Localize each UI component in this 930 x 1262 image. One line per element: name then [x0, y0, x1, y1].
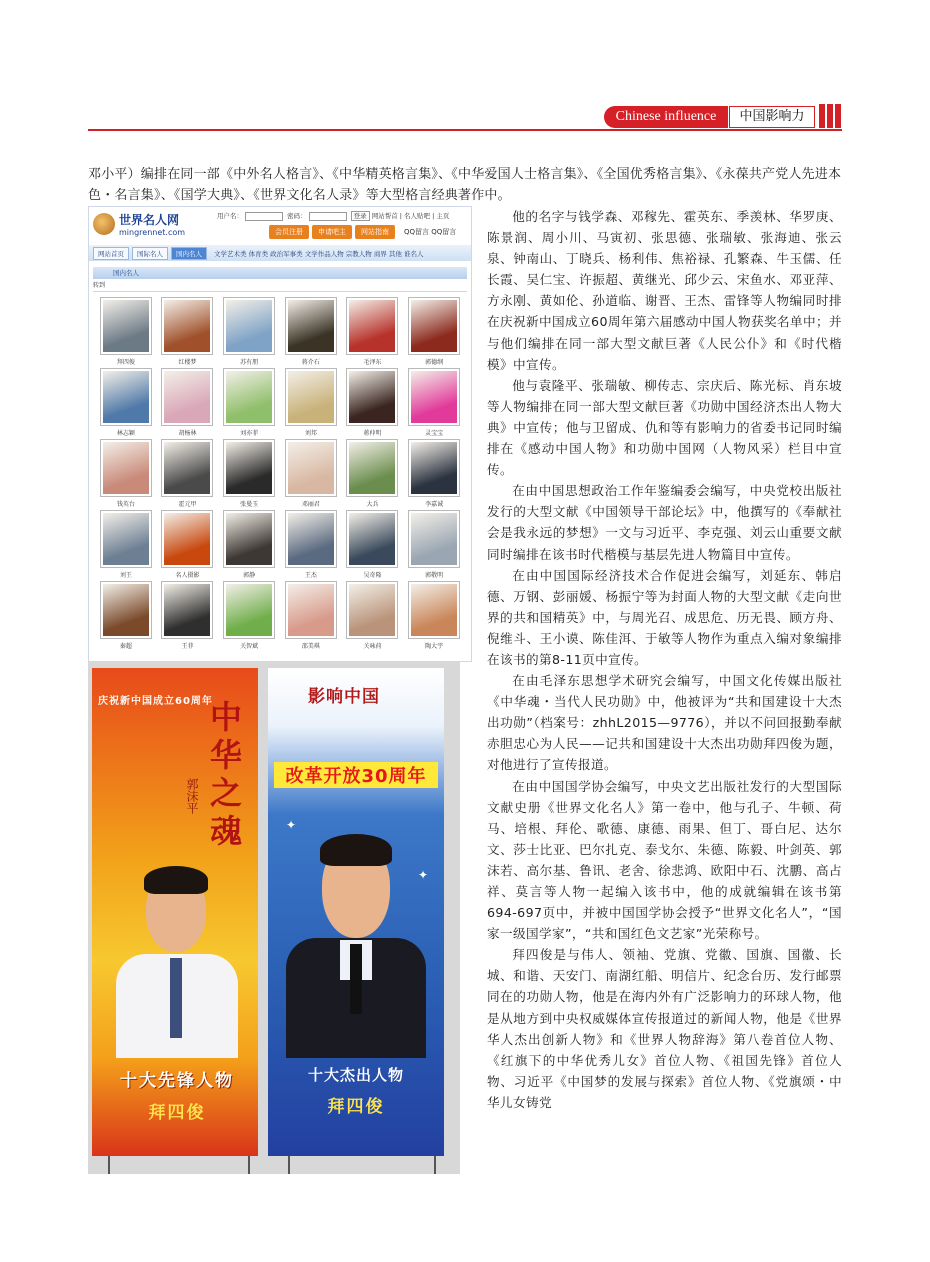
person-thumbnail[interactable] — [286, 511, 336, 567]
stand-leg — [108, 1156, 110, 1174]
person-card[interactable] — [159, 298, 217, 366]
person-card[interactable] — [282, 582, 340, 650]
person-name[interactable]: 陶大宇 — [425, 643, 444, 650]
person-name[interactable]: 吴奇隆 — [363, 572, 382, 579]
person-thumbnail[interactable] — [162, 582, 212, 638]
person-name[interactable]: 王菲 — [181, 643, 194, 650]
nav-international[interactable]: 国际名人 — [132, 247, 168, 260]
person-thumbnail[interactable] — [286, 369, 336, 425]
banner-left-line2: 拜四俊 — [148, 1103, 206, 1123]
person-name[interactable]: 刘亦菲 — [240, 430, 259, 437]
website-screenshot — [88, 206, 472, 662]
site-buttons — [269, 225, 462, 239]
nav-home[interactable]: 网站首页 — [93, 247, 129, 260]
person-thumbnail[interactable] — [286, 298, 336, 354]
person-name[interactable]: 关咏荷 — [363, 643, 382, 650]
person-name[interactable]: 李嘉诚 — [425, 501, 444, 508]
section-sub: 转到 — [93, 281, 467, 292]
person-card[interactable] — [220, 582, 278, 650]
site-nav — [89, 245, 471, 261]
banner-left-portrait — [112, 858, 242, 1058]
person-card[interactable] — [282, 298, 340, 366]
guide-button[interactable]: 网站指南 — [355, 225, 395, 239]
person-thumbnail[interactable] — [224, 511, 274, 567]
sparkle-icon: ✦ — [418, 868, 429, 882]
banner-right-line2: 拜四俊 — [327, 1097, 385, 1117]
person-thumbnail[interactable] — [347, 369, 397, 425]
person-thumbnail[interactable] — [409, 369, 459, 425]
person-thumbnail[interactable] — [409, 440, 459, 496]
person-name[interactable]: 名人摄影 — [175, 572, 200, 579]
person-card[interactable] — [344, 511, 402, 579]
paragraph: 在由中国国学协会编写，中央文艺出版社发行的大型国际文献史册《世界文化名人》第一卷中，他与孔子、牛顿、荷马、培根、拜伦、歌德、康德、雨果、但丁、哥白尼、达尔文、莎士比亚、巴尔扎克、泰戈尔、朱德、陈毅、叶剑英、郭沫若、高尔基、鲁讯、老舍、徐悲鸿、欧阳中石、沈鹏、高占祥、莫言等人物一起编入该书中，他的成就编辑在该书第694-697页中，并被中国国学协会授予“世界文化名人”，“国家一级国学家”，“共和国红色文艺家”光荣称号。 — [487, 778, 842, 942]
nav-categories[interactable]: 文学艺术类 体育类 政治军事类 文学作品人物 宗教人物 商界 其他 谁名人 — [214, 249, 424, 258]
banner-left-top: 庆祝新中国成立60周年 — [98, 696, 213, 707]
person-card[interactable] — [159, 440, 217, 508]
person-name[interactable]: 张曼玉 — [240, 501, 259, 508]
person-name[interactable]: 胡杨林 — [178, 430, 197, 437]
person-card[interactable] — [282, 369, 340, 437]
banner-left — [92, 668, 258, 1156]
paragraph: 拜四俊是与伟人、领袖、党旗、党徽、国旗、国徽、长城、和谐、天安门、南湖红船、明信片、纪念台历、发行邮票同在的功勋人物，他是在海内外有广泛影响力的环球人物，他是从地方到中央权威媒体宣传报道过的新闻人物，他是《世界华人杰出创新人物》和《世界人物辞海》第八卷首位人物、《红旗下的中华优秀儿女》首位人物、《祖国先锋》首位人物、习近平《中国梦的发展与探索》首位人物、《党旗颂・中华儿女铸党 — [487, 947, 842, 1110]
login-button[interactable]: 登录 — [351, 211, 370, 221]
person-card[interactable] — [97, 511, 155, 579]
person-name[interactable]: 郭静 — [243, 572, 256, 579]
site-url: mingrennet.com — [119, 228, 186, 237]
stand-leg — [248, 1156, 250, 1174]
person-name[interactable]: 毛泽东 — [363, 359, 382, 366]
person-thumbnail[interactable] — [101, 369, 151, 425]
person-card[interactable] — [97, 369, 155, 437]
banner-left-calligraphy: 中华之魂 — [210, 698, 243, 850]
stand-leg — [288, 1156, 290, 1174]
person-card[interactable] — [282, 440, 340, 508]
person-thumbnail[interactable] — [162, 440, 212, 496]
person-name[interactable]: 霍元甲 — [178, 501, 197, 508]
paragraph: 他与袁隆平、张瑞敏、柳传志、宗庆后、陈光标、肖东坡等人物编排在同一部大型文献巨著《功勋中国经济杰出人物大典》中宣传；他与卫留成、仇和等有影响力的省委书记同时编排在《感动中国人物》和功勋中国网（人物风采）栏目中宣传。 — [487, 377, 842, 478]
person-name[interactable]: 蒋介石 — [301, 359, 320, 366]
person-name[interactable]: 林志颖 — [116, 430, 135, 437]
person-thumbnail[interactable] — [162, 369, 212, 425]
person-card[interactable] — [220, 511, 278, 579]
person-thumbnail[interactable] — [162, 298, 212, 354]
person-name[interactable]: 钱英台 — [116, 501, 135, 508]
banner-right-title: 改革开放30周年 — [274, 762, 438, 788]
header-rule — [88, 129, 842, 131]
sparkle-icon: ✦ — [286, 818, 297, 832]
person-card[interactable] — [220, 298, 278, 366]
person-name[interactable]: 邵美琪 — [301, 643, 320, 650]
header-bars — [819, 104, 843, 128]
person-thumbnail[interactable] — [224, 582, 274, 638]
banner-right-line1: 十大杰出人物 — [307, 1066, 404, 1084]
paragraph: 在由中国国际经济技术合作促进会编写，刘延东、韩启德、万钢、彭丽媛、杨振宁等为封面人物的大型文献《走向世界的共和国精英》中，与周光召、成思危、历无畏、顾方舟、倪维斗、王小谟、陈佳洱、于敏等人物作为重点入编对象编排在该书的第8-11页中宣传。 — [487, 567, 842, 667]
person-card[interactable] — [344, 369, 402, 437]
person-name[interactable]: 大兵 — [366, 501, 379, 508]
person-name[interactable]: 王杰 — [304, 572, 317, 579]
people-grid — [89, 292, 471, 650]
person-thumbnail[interactable] — [347, 511, 397, 567]
person-card[interactable] — [97, 440, 155, 508]
person-card[interactable] — [405, 582, 463, 650]
site-name: 世界名人网 — [119, 213, 180, 227]
person-thumbnail[interactable] — [347, 582, 397, 638]
person-name[interactable]: 邓丽君 — [301, 501, 320, 508]
nav-domestic[interactable]: 国内名人 — [171, 247, 207, 260]
person-card[interactable] — [405, 511, 463, 579]
person-name[interactable]: 拜四俊 — [116, 359, 135, 366]
person-thumbnail[interactable] — [286, 582, 336, 638]
person-card[interactable] — [220, 369, 278, 437]
person-name[interactable]: 刘邦 — [304, 430, 317, 437]
banner-right — [268, 668, 444, 1156]
person-thumbnail[interactable] — [224, 369, 274, 425]
person-card[interactable] — [97, 582, 155, 650]
person-name[interactable]: 郭敬明 — [425, 572, 444, 579]
banner-right-logo: 影响中国 — [308, 687, 380, 707]
person-name[interactable]: 灵宝宝 — [425, 430, 444, 437]
person-thumbnail[interactable] — [347, 298, 397, 354]
person-card[interactable] — [97, 298, 155, 366]
password-input[interactable] — [309, 212, 347, 221]
person-thumbnail[interactable] — [101, 440, 151, 496]
paragraph: 在由毛泽东思想学术研究会编写，中国文化传媒出版社《中华魂・当代人民功勋》中，他被评为“共和国建设十大杰出功勋”（档案号：zhhL2015—9776），并以不问回报勤奉献 赤胆忠心为人民——记共和国建设十大杰出功勋拜四俊为题，对他进行了宣传报道。 — [487, 673, 855, 773]
register-button[interactable]: 会员注册 — [269, 225, 309, 239]
person-name[interactable]: 红楼梦 — [178, 359, 197, 366]
intro-text: 邓小平）编排在同一部《中外名人格言》、《中华精英格言集》、《中华爱国人士格言集》、《全国优秀格言集》、《永葆共产党人先进本色・名言集》、《国学大典》、《世界文化名人录》等大型格言经典著作中。 — [88, 167, 842, 203]
person-thumbnail[interactable] — [162, 511, 212, 567]
header-english-tag: Chinese influence — [604, 106, 728, 128]
section-bar: 国内名人 — [93, 267, 467, 279]
person-name[interactable]: 关智斌 — [240, 643, 259, 650]
person-thumbnail[interactable] — [224, 440, 274, 496]
person-thumbnail[interactable] — [101, 511, 151, 567]
qq-link[interactable]: QQ留言 QQ留言 — [404, 228, 457, 236]
person-name[interactable]: 刘王 — [119, 572, 132, 579]
person-name[interactable]: 郭德纲 — [425, 359, 444, 366]
person-card[interactable] — [220, 440, 278, 508]
person-card[interactable] — [344, 440, 402, 508]
apply-button[interactable]: 申请吧主 — [312, 225, 352, 239]
person-name[interactable]: 秦超 — [119, 643, 132, 650]
article-column — [487, 206, 855, 1113]
site-login-row: 用户名： 密码： 登录 网站帮首 | 名人贴吧 | 主页 — [217, 212, 450, 220]
person-card[interactable] — [405, 369, 463, 437]
person-thumbnail[interactable] — [409, 582, 459, 638]
stand-leg — [434, 1156, 436, 1174]
banners-photo — [88, 662, 460, 1174]
header-chinese-tag: 中国影响力 — [729, 106, 815, 128]
person-card[interactable] — [159, 511, 217, 579]
person-thumbnail[interactable] — [224, 298, 274, 354]
person-thumbnail[interactable] — [101, 582, 151, 638]
person-card[interactable] — [282, 511, 340, 579]
person-thumbnail[interactable] — [101, 298, 151, 354]
person-card[interactable] — [159, 582, 217, 650]
person-card[interactable] — [405, 440, 463, 508]
banner-right-portrait — [286, 828, 429, 1058]
person-card[interactable] — [159, 369, 217, 437]
banner-left-line1: 十大先锋人物 — [120, 1071, 234, 1091]
person-card[interactable] — [344, 298, 402, 366]
person-card[interactable] — [344, 582, 402, 650]
paragraph: 他的名字与钱学森、邓稼先、霍英东、季羡林、华罗庚、陈景润、周小川、马寅初、张思德、张瑞敏、张海迪、张云泉、钟南山、丁晓兵、杨利伟、焦裕禄、孔繁森、牛玉儒、任长霞、吴仁宝、许振超、黄继光、邱少云、宋鱼水、邓亚萍、方永刚、黄如伦、孙道临、谢晋、王杰、雷锋等人物编同时排在庆祝新中国成立60周年第六届感动中国人物获奖名单中；并与他们编排在同一部大型文献巨著《人民公仆》和《时代楷模》中宣传。 — [487, 209, 842, 372]
username-input[interactable] — [245, 212, 283, 221]
person-thumbnail[interactable] — [409, 511, 459, 567]
person-card[interactable] — [405, 298, 463, 366]
person-thumbnail[interactable] — [347, 440, 397, 496]
site-links[interactable]: 网站帮首 | 名人贴吧 | 主页 — [371, 212, 450, 220]
paragraph: 在由中国思想政治工作年鉴编委会编写，中央党校出版社发行的大型文献《中国领导干部论坛》中，他撰写的《奉献社会是我永远的梦想》一文与习近平、李克强、刘云山重要文献同时编排在该书时代楷模与基层先进人物篇目中宣传。 — [487, 483, 842, 562]
person-thumbnail[interactable] — [409, 298, 459, 354]
banner-left-signature: 郭沫平 — [185, 778, 199, 814]
site-logo-icon — [93, 213, 115, 235]
person-name[interactable]: 蒋仲明 — [363, 430, 382, 437]
person-name[interactable]: 苏有朋 — [240, 359, 259, 366]
person-thumbnail[interactable] — [286, 440, 336, 496]
